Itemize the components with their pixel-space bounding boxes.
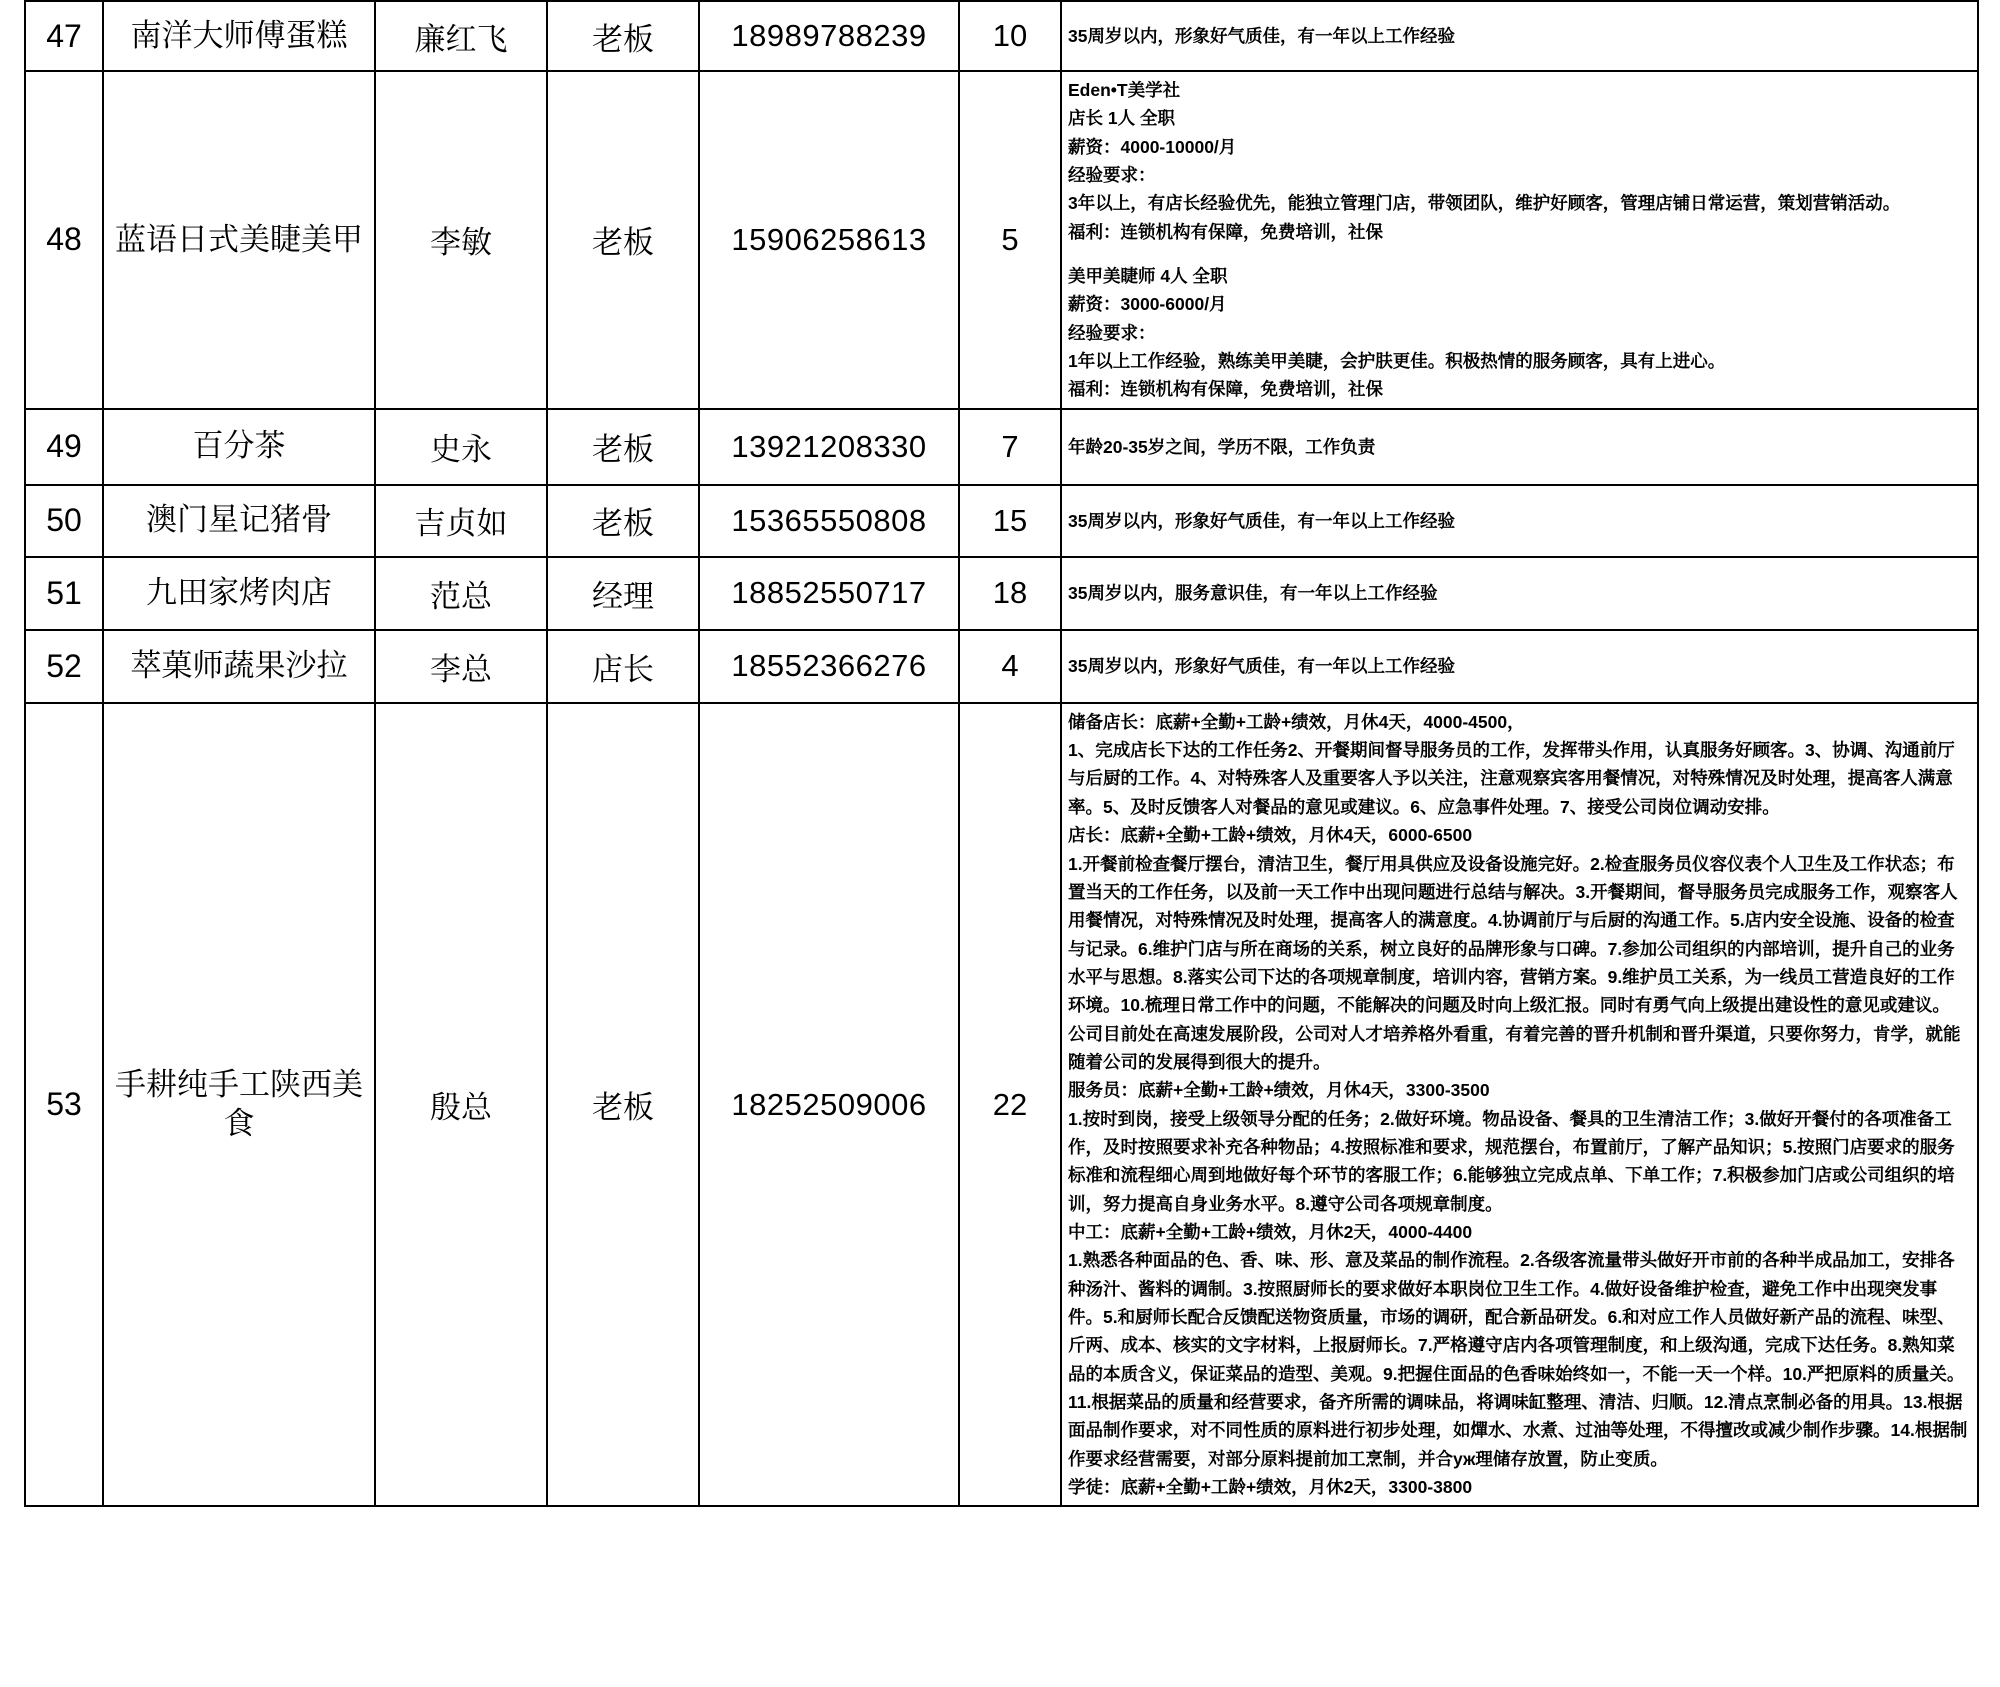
headcount: 15 [959, 485, 1061, 557]
table-row [25, 409, 1978, 485]
contact-phone: 18552366276 [699, 630, 959, 703]
company-name: 南洋大师傅蛋糕 [103, 1, 375, 71]
headcount: 4 [959, 630, 1061, 703]
requirement-line: 店长：底薪+全勤+工龄+绩效，月休4天，6000-6500 [1068, 825, 1473, 846]
requirement-line: 1.熟悉各种面品的色、香、味、形、意及菜品的制作流程。2.各级客流量带头做好开市前的各种半成品加工，安排各种汤汁、酱料的调制。3.按照厨师长的要求做好本职岗位卫生工作。4.做好设备维护检查，避免工作中出现突发事件。5.和厨师长配合反馈配送物资质量，市场的调研，配合新品研发。6.和对应工作人员做好新产品的流程、味型、斤两、成本、核实的文字材料，上报厨师长。7.严格遵守店内各项管理制度，和上级沟通，完成下达任务。8.熟知菜品的本质含义，保证菜品的造型、美观。9.把握住面品的色香味始终如一，不能一天一个样。10.严把原料的质量关。11.根据菜品的质量和经营要求，备齐所需的调味品，将调味缸整理、清洁、归顺。12.清点烹制必备的用具。13.根据面品制作要求，对不同性质的原料进行初步处理，如燀水、水煮、过油等处理，不得擅改或减少制作步骤。14.根据制作要求经营需要，对部分原料提前加工烹制，并合уж理储存放置，防止变质。 [1068, 1250, 1968, 1469]
requirement-line: 店长 1人 全职 [1068, 108, 1175, 129]
row-index: 50 [25, 485, 103, 557]
contact-person: 李总 [375, 630, 547, 703]
contact-phone: 18852550717 [699, 557, 959, 630]
contact-phone: 13921208330 [699, 409, 959, 485]
job-requirements [1061, 630, 1978, 703]
job-requirements [1061, 409, 1978, 485]
contact-phone: 15906258613 [699, 71, 959, 409]
contact-role: 老板 [547, 703, 699, 1507]
table-row [25, 703, 1978, 1507]
contact-role: 老板 [547, 409, 699, 485]
contact-role: 老板 [547, 485, 699, 557]
headcount: 10 [959, 1, 1061, 71]
contact-person: 吉贞如 [375, 485, 547, 557]
recruitment-table [24, 0, 1979, 1507]
job-requirements [1061, 1, 1978, 71]
requirement-line: 薪资：4000-10000/月 [1068, 136, 1237, 157]
company-name: 九田家烤肉店 [103, 557, 375, 630]
requirement-line: 美甲美睫师 4人 全职 [1068, 266, 1228, 287]
company-name: 澳门星记猪骨 [103, 485, 375, 557]
contact-phone: 15365550808 [699, 485, 959, 557]
requirement-line: 35周岁以内，服务意识佳，有一年以上工作经验 [1068, 583, 1438, 604]
row-index: 52 [25, 630, 103, 703]
table-row [25, 1, 1978, 71]
table-row [25, 71, 1978, 409]
job-requirements [1061, 71, 1978, 409]
requirement-line: 经验要求： [1068, 322, 1156, 343]
requirement-line: 35周岁以内，形象好气质佳，有一年以上工作经验 [1068, 25, 1455, 46]
headcount: 7 [959, 409, 1061, 485]
row-index: 53 [25, 703, 103, 1507]
requirement-line [1068, 246, 1971, 262]
requirement-line: 1、完成店长下达的工作任务2、开餐期间督导服务员的工作，发挥带头作用，认真服务好顾客。3、协调、沟通前厅与后厨的工作。4、对特殊客人及重要客人予以关注，注意观察宾客用餐情况，对特殊情况及时处理，提高客人满意率。5、及时反馈客人对餐品的意见或建议。6、应急事件处理。7、接受公司岗位调动安排。 [1068, 740, 1955, 817]
requirement-line: 1年以上工作经验，熟练美甲美睫，会护肤更佳。积极热情的服务顾客，具有上进心。 [1068, 351, 1726, 372]
table-row [25, 630, 1978, 703]
requirement-line: Eden•T美学社 [1068, 80, 1181, 100]
requirement-line: 3年以上，有店长经验优先，能独立管理门店，带领团队，维护好顾客，管理店铺日常运营，策划营销活动。 [1068, 193, 1901, 214]
contact-person: 殷总 [375, 703, 547, 1507]
headcount: 18 [959, 557, 1061, 630]
row-index: 48 [25, 71, 103, 409]
requirement-line: 1.开餐前检查餐厅摆台，清洁卫生，餐厅用具供应及设备设施完好。2.检查服务员仪容仪表个人卫生及工作状态；布置当天的工作任务，以及前一天工作中出现问题进行总结与解决。3.开餐期间，督导服务员完成服务工作，观察客人用餐情况，对特殊情况及时处理，提高客人的满意度。4.协调前厅与后厨的沟通工作。5.店内安全设施、设备的检查与记录。6.维护门店与所在商场的关系，树立良好的品牌形象与口碑。7.参加公司组织的内部培训，提升自己的业务水平与思想。8.落实公司下达的各项规章制度，培训内容，营销方案。9.维护员工关系，为一线员工营造良好的工作环境。10.梳理日常工作中的问题，不能解决的问题及时向上级汇报。同时有勇气向上级提出建设性的意见或建议。 [1068, 853, 1958, 1016]
contact-role: 老板 [547, 71, 699, 409]
headcount: 5 [959, 71, 1061, 409]
contact-person: 史永 [375, 409, 547, 485]
requirement-line: 年龄20-35岁之间，学历不限，工作负责 [1068, 436, 1376, 457]
contact-person: 李敏 [375, 71, 547, 409]
table-row [25, 485, 1978, 557]
headcount: 22 [959, 703, 1061, 1507]
requirement-line: 薪资：3000-6000/月 [1068, 294, 1227, 315]
company-name: 蓝语日式美睫美甲 [103, 71, 375, 409]
contact-role: 店长 [547, 630, 699, 703]
row-index: 49 [25, 409, 103, 485]
contact-person: 廉红飞 [375, 1, 547, 71]
contact-phone: 18989788239 [699, 1, 959, 71]
company-name: 百分茶 [103, 409, 375, 485]
job-requirements [1061, 485, 1978, 557]
requirement-line: 35周岁以内，形象好气质佳，有一年以上工作经验 [1068, 656, 1455, 677]
requirement-line: 学徒：底薪+全勤+工龄+绩效，月休2天，3300-3800 [1068, 1477, 1473, 1498]
table-row [25, 557, 1978, 630]
requirement-line: 35周岁以内，形象好气质佳，有一年以上工作经验 [1068, 510, 1455, 531]
requirement-line: 储备店长：底薪+全勤+工龄+绩效，月休4天，4000-4500， [1068, 711, 1525, 732]
row-index: 51 [25, 557, 103, 630]
requirement-line: 中工：底薪+全勤+工龄+绩效，月休2天，4000-4400 [1068, 1221, 1473, 1242]
requirement-line: 福利：连锁机构有保障，免费培训，社保 [1068, 221, 1383, 242]
job-requirements [1061, 703, 1978, 1507]
contact-role: 经理 [547, 557, 699, 630]
table-body [25, 1, 1978, 1506]
job-requirements [1061, 557, 1978, 630]
contact-person: 范总 [375, 557, 547, 630]
company-name: 手耕纯手工陕西美食 [103, 703, 375, 1507]
requirement-line: 服务员：底薪+全勤+工龄+绩效，月休4天，3300-3500 [1068, 1080, 1490, 1101]
row-index: 47 [25, 1, 103, 71]
requirement-line: 1.按时到岗，接受上级领导分配的任务；2.做好环境。物品设备、餐具的卫生清洁工作；3.做好开餐付的各项准备工作，及时按照要求补充各种物品；4.按照标准和要求，规范摆台，布置前厅，了解产品知识；5.按照门店要求的服务标准和流程细心周到地做好每个环节的客服工作；6.能够独立完成点单、下单工作；7.积极参加门店或公司组织的培训，努力提高自身业务水平。8.遵守公司各项规章制度。 [1068, 1108, 1955, 1214]
contact-role: 老板 [547, 1, 699, 71]
requirement-line: 福利：连锁机构有保障，免费培训，社保 [1068, 379, 1383, 400]
requirement-line: 公司目前处在高速发展阶段，公司对人才培养格外看重，有着完善的晋升机制和晋升渠道，只要你努力，肯学，就能随着公司的发展得到很大的提升。 [1068, 1023, 1961, 1072]
company-name: 萃菓师蔬果沙拉 [103, 630, 375, 703]
contact-phone: 18252509006 [699, 703, 959, 1507]
requirement-line: 经验要求： [1068, 165, 1156, 186]
